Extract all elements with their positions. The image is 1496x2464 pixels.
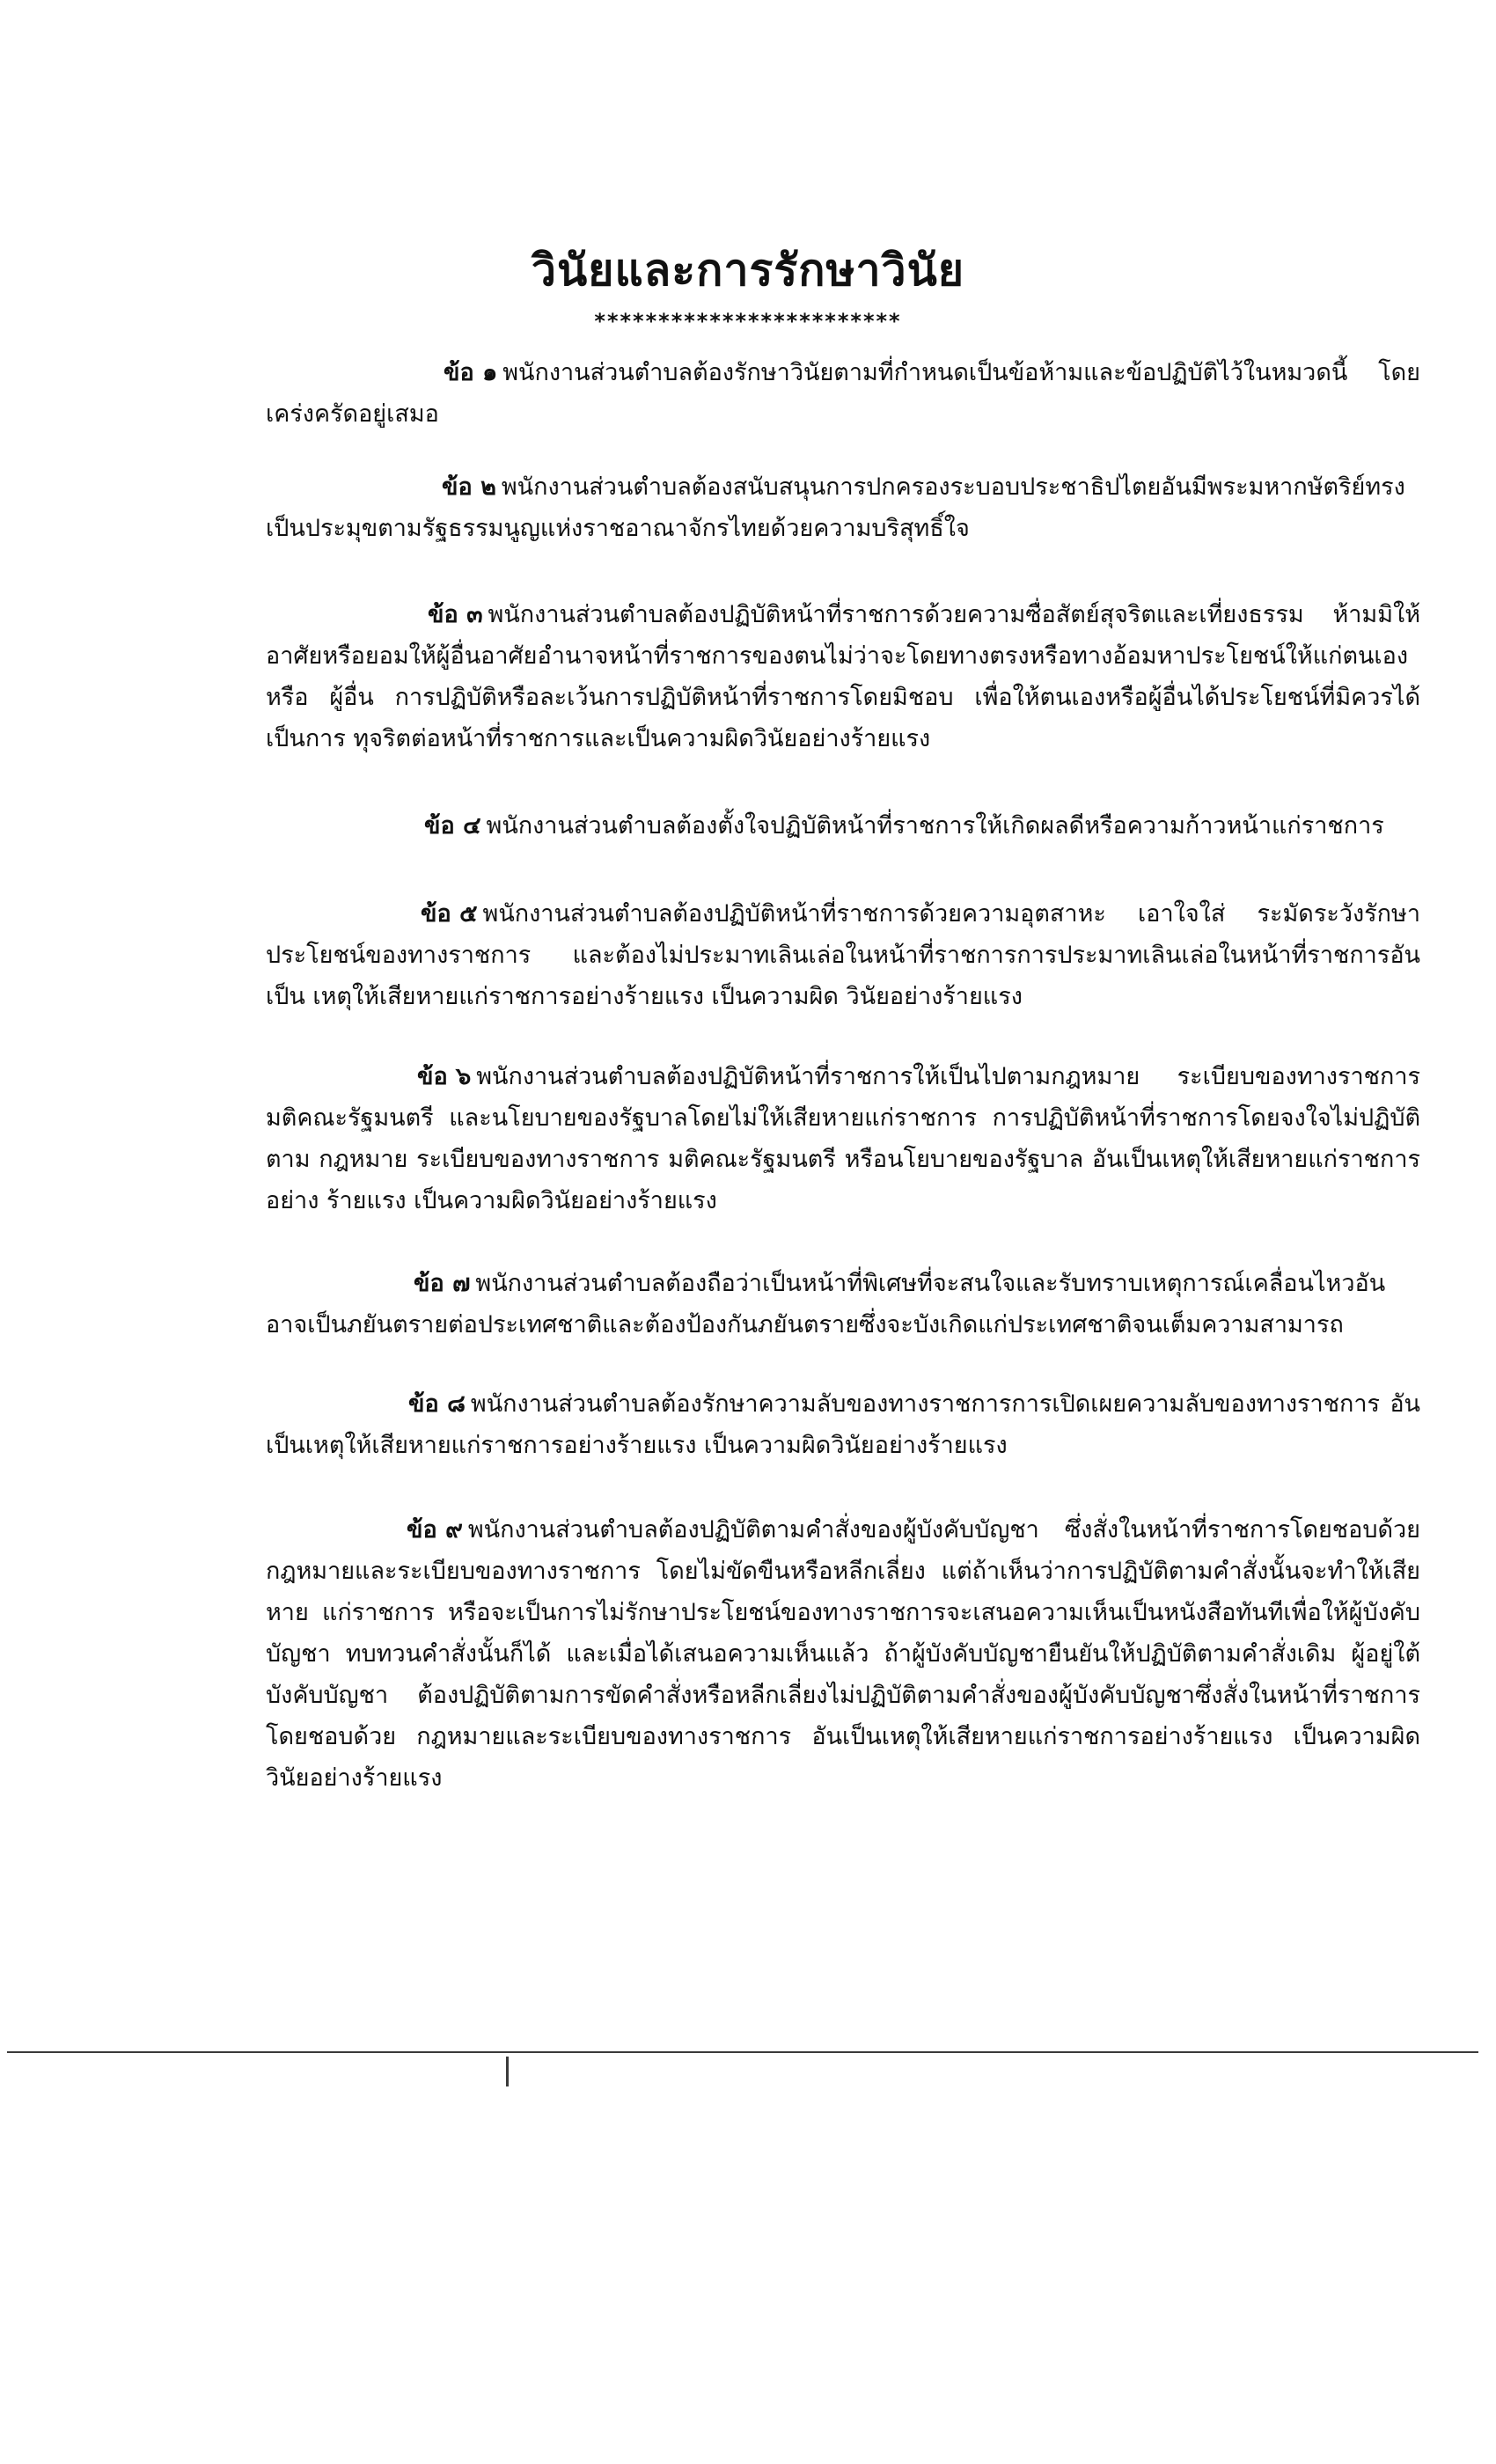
clause-label: ข้อ ๘ bbox=[408, 1390, 466, 1418]
clause-3 bbox=[266, 594, 1420, 759]
clause-text: พนักงานส่วนตำบลต้องปฏิบัติตามคำสั่งของผู้บังคับบัญชา ซึ่งสั่งในหน้าที่ราชการโดยชอบด้วย กฎหมายและระเบียบของทางราชการ โดยไม่ขัดขืนหรือหลีกเลี่ยง แต่ถ้าเห็นว่าการปฏิบัติตามคำสั่งนั้นจะทำให้เสียหาย แก่ราชการ หรือจะเป็นการไม่รักษาประโยชน์ของทางราชการจะเสนอความเห็นเป็นหนังสือทันทีเพื่อให้ผู้บังคับบัญชา ทบทวนคำสั่งนั้นก็ได้ และเมื่อได้เสนอความเห็นแล้ว ถ้าผู้บังคับบัญชายืนยันให้ปฏิบัติตามคำสั่งเดิม ผู้อยู่ใต้บังคับบัญชา ต้องปฏิบัติตามการขัดคำสั่งหรือหลีกเลี่ยงไม่ปฏิบัติตามคำสั่งของผู้บังคับบัญชาซึ่งสั่งในหน้าที่ราชการโดยชอบด้วย กฎหมายและระเบียบของทางราชการ อันเป็นเหตุให้เสียหายแก่ราชการอย่างร้ายแรง เป็นความผิดวินัยอย่างร้ายแรง bbox=[266, 1516, 1420, 1792]
clause-label: ข้อ ๙ bbox=[407, 1516, 463, 1544]
clause-label: ข้อ ๕ bbox=[421, 900, 478, 928]
clause-label: ข้อ ๒ bbox=[442, 473, 496, 501]
clause-7 bbox=[266, 1263, 1420, 1346]
clause-4 bbox=[266, 805, 1420, 847]
clause-label: ข้อ ๖ bbox=[417, 1063, 472, 1090]
clause-label: ข้อ ๑ bbox=[444, 359, 498, 386]
title-underline-stars: ************************ bbox=[594, 309, 902, 334]
clause-1 bbox=[266, 352, 1420, 435]
clause-text: พนักงานส่วนตำบลต้องปฏิบัติหน้าที่ราชการด้วยความซื่อสัตย์สุจริตและเที่ยงธรรม ห้ามมิให้ อาศัยหรือยอมให้ผู้อื่นอาศัยอำนาจหน้าที่ราชการของตนไม่ว่าจะโดยทางตรงหรือทางอ้อมหาประโยชน์ให้แก่ตนเองหรือ ผู้อื่น การปฏิบัติหรือละเว้นการปฏิบัติหน้าที่ราชการโดยมิชอบ เพื่อให้ตนเองหรือผู้อื่นได้ประโยชน์ที่มิควรได้ เป็นการ ทุจริตต่อหน้าที่ราชการและเป็นความผิดวินัยอย่างร้ายแรง bbox=[266, 601, 1420, 752]
clause-8 bbox=[266, 1383, 1420, 1466]
clause-text: พนักงานส่วนตำบลต้องรักษาวินัยตามที่กำหนดเป็นข้อห้ามและข้อปฏิบัติไว้ในหมวดนี้ โดยเคร่งครัดอยู่เสมอ bbox=[266, 359, 1420, 428]
separator-tick-mark bbox=[506, 2057, 509, 2086]
clause-text: พนักงานส่วนตำบลต้องรักษาความลับของทางราชการการเปิดเผยความลับของทางราชการ อันเป็นเหตุให้เสียหายแก่ราชการอย่างร้ายแรง เป็นความผิดวินัยอย่างร้ายแรง bbox=[266, 1390, 1420, 1459]
clause-text: พนักงานส่วนตำบลต้องตั้งใจปฏิบัติหน้าที่ราชการให้เกิดผลดีหรือความก้าวหน้าแก่ราชการ bbox=[486, 812, 1384, 840]
clause-9 bbox=[266, 1509, 1420, 1799]
page-separator-line bbox=[7, 2051, 1478, 2053]
clause-2 bbox=[266, 466, 1420, 549]
clause-label: ข้อ ๓ bbox=[428, 601, 483, 628]
clause-6 bbox=[266, 1056, 1420, 1221]
page-title: วินัยและการรักษาวินัย bbox=[531, 245, 965, 296]
clause-text: พนักงานส่วนตำบลต้องปฏิบัติหน้าที่ราชการให้เป็นไปตามกฎหมาย ระเบียบของทางราชการ มติคณะรัฐมนตรี และนโยบายของรัฐบาลโดยไม่ให้เสียหายแก่ราชการ การปฏิบัติหน้าที่ราชการโดยจงใจไม่ปฏิบัติตาม กฎหมาย ระเบียบของทางราชการ มติคณะรัฐมนตรี หรือนโยบายของรัฐบาล อันเป็นเหตุให้เสียหายแก่ราชการอย่าง ร้ายแรง เป็นความผิดวินัยอย่างร้ายแรง bbox=[266, 1063, 1420, 1214]
clause-text: พนักงานส่วนตำบลต้องสนับสนุนการปกครองระบอบประชาธิปไตยอันมีพระมหากษัตริย์ทรง เป็นประมุขตามรัฐธรรมนูญแห่งราชอาณาจักรไทยด้วยความบริสุทธิ์ใจ bbox=[266, 473, 1405, 542]
clause-text: พนักงานส่วนตำบลต้องปฏิบัติหน้าที่ราชการด้วยความอุตสาหะ เอาใจใส่ ระมัดระวังรักษา ประโยชน์ของทางราชการ และต้องไม่ประมาทเลินเล่อในหน้าที่ราชการการประมาทเลินเล่อในหน้าที่ราชการอันเป็น เหตุให้เสียหายแก่ราชการอย่างร้ายแรง เป็นความผิด วินัยอย่างร้ายแรง bbox=[266, 900, 1420, 1010]
clause-label: ข้อ ๗ bbox=[414, 1270, 471, 1297]
clause-text: พนักงานส่วนตำบลต้องถือว่าเป็นหน้าที่พิเศษที่จะสนใจและรับทราบเหตุการณ์เคลื่อนไหวอัน อาจเป็นภยันตรายต่อประเทศชาติและต้องป้องกันภยันตรายซึ่งจะบังเกิดแก่ประเทศชาติจนเต็มความสามารถ bbox=[266, 1270, 1386, 1338]
clause-label: ข้อ ๔ bbox=[424, 812, 481, 840]
clause-5 bbox=[266, 893, 1420, 1017]
